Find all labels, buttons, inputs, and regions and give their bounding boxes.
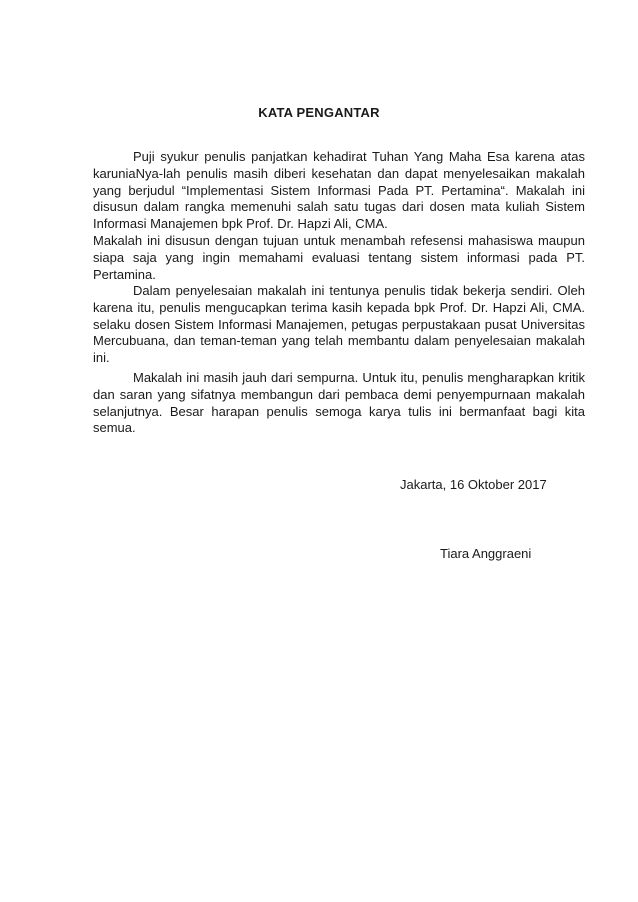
- paragraph-1b: Makalah ini disusun dengan tujuan untuk menambah refesensi mahasiswa maupun siapa saja yang ingin memahami evaluasi tentang sistem informasi pada PT. Pertamina.: [93, 232, 585, 282]
- paragraph-3: Makalah ini masih jauh dari sempurna. Untuk itu, penulis mengharapkan kritik dan saran yang sifatnya membangun dari pembaca demi penyempurnaan makalah selanjutnya. Besar harapan penulis semoga karya tulis ini bermanfaat bagi kita semua.: [93, 370, 585, 436]
- paragraph-block-2: [93, 283, 585, 367]
- place-and-date: Jakarta, 16 Oktober 2017: [400, 477, 547, 492]
- paragraph-2: Dalam penyelesaian makalah ini tentunya penulis tidak bekerja sendiri. Oleh karena itu, penulis mengucapkan terima kasih kepada bpk Prof. Dr. Hapzi Ali, CMA. selaku dosen Sistem Informasi Manajemen, petugas perpustakaan pusat Universitas Mercubuana, dan teman-teman yang telah membantu dalam penyelesaian makalah ini.: [93, 283, 585, 366]
- paragraph-block-3: [93, 370, 585, 437]
- page-title: KATA PENGANTAR: [258, 105, 380, 120]
- paragraph-1a: Puji syukur penulis panjatkan kehadirat Tuhan Yang Maha Esa karena atas karuniaNya-lah penulis masih diberi kesehatan dan dapat menyelesaikan makalah yang berjudul “Implementasi Sistem Informasi Pada PT. Pertamina“. Makalah ini disusun dalam rangka memenuhi salah satu tugas dari dosen mata kuliah Sistem Informasi Manajemen bpk Prof. Dr. Hapzi Ali, CMA.: [93, 149, 585, 232]
- author-name: Tiara Anggraeni: [440, 546, 532, 561]
- paragraph-block-1: [93, 149, 585, 283]
